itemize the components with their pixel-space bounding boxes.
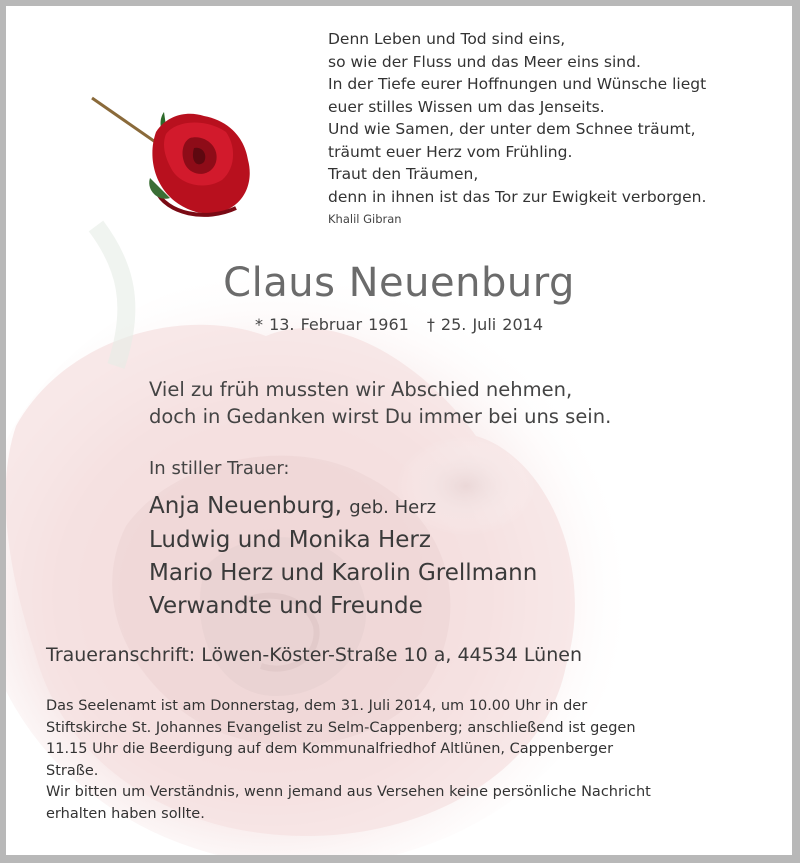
notice-line: Straße.: [46, 762, 99, 779]
mourner-name: Anja Neuenburg,: [149, 493, 342, 519]
birth-date: * 13. Februar 1961: [254, 315, 409, 334]
mourner-row: [149, 557, 537, 590]
poem-line: Und wie Samen, der unter dem Schnee träumt,: [328, 120, 696, 138]
farewell-line: Viel zu früh mussten wir Abschied nehmen,: [149, 378, 573, 401]
notice-line: 11.15 Uhr die Beerdigung auf dem Kommunalfriedhof Altlünen, Cappenberger: [46, 741, 614, 757]
mourner-name: Ludwig und Monika Herz: [149, 527, 431, 553]
mourning-label: In stiller Trauer:: [149, 458, 290, 479]
mourner-name: Mario Herz und Karolin Grellmann: [149, 560, 538, 586]
poem-line: euer stilles Wissen um das Jenseits.: [328, 97, 605, 116]
notice-line: erhalten haben sollte.: [46, 805, 205, 822]
mourner-suffix: geb. Herz: [349, 497, 437, 518]
poem-line: Traut den Träumen,: [328, 165, 479, 183]
deceased-name: Claus Neuenburg: [223, 260, 575, 306]
mourner-row: [149, 490, 537, 524]
obituary-card: [6, 6, 792, 855]
notice-line: Das Seelenamt ist am Donnerstag, dem 31. Juli 2014, um 10.00 Uhr in der: [46, 698, 588, 714]
funeral-notice: [46, 696, 766, 825]
life-dates: [6, 315, 792, 334]
mourner-row: [149, 524, 537, 557]
farewell-text: [149, 376, 611, 430]
notice-line: Stiftskirche St. Johannes Evangelist zu Selm-Cappenberg; anschließend ist gegen: [46, 719, 636, 736]
poem-line: In der Tiefe eurer Hoffnungen und Wünsche liegt: [328, 75, 707, 93]
farewell-line: doch in Gedanken wirst Du immer bei uns sein.: [149, 405, 612, 428]
mourner-name: Verwandte und Freunde: [149, 593, 423, 619]
poem-line: Denn Leben und Tod sind eins,: [328, 30, 566, 48]
death-date: † 25. Juli 2014: [426, 315, 544, 334]
poem-author: Khalil Gibran: [328, 212, 402, 226]
notice-line: Wir bitten um Verständnis, wenn jemand aus Versehen keine persönliche Nachricht: [46, 784, 651, 800]
mourning-address: Traueranschrift: Löwen-Köster-Straße 10 a, 44534 Lünen: [46, 644, 582, 666]
mourner-row: [149, 590, 537, 623]
rose-icon: [86, 90, 256, 230]
mourners-list: [149, 490, 537, 623]
poem-line: so wie der Fluss und das Meer eins sind.: [328, 52, 641, 71]
poem-line: träumt euer Herz vom Frühling.: [328, 142, 573, 161]
poem-block: [328, 28, 706, 228]
poem-line: denn in ihnen ist das Tor zur Ewigkeit verborgen.: [328, 187, 707, 206]
